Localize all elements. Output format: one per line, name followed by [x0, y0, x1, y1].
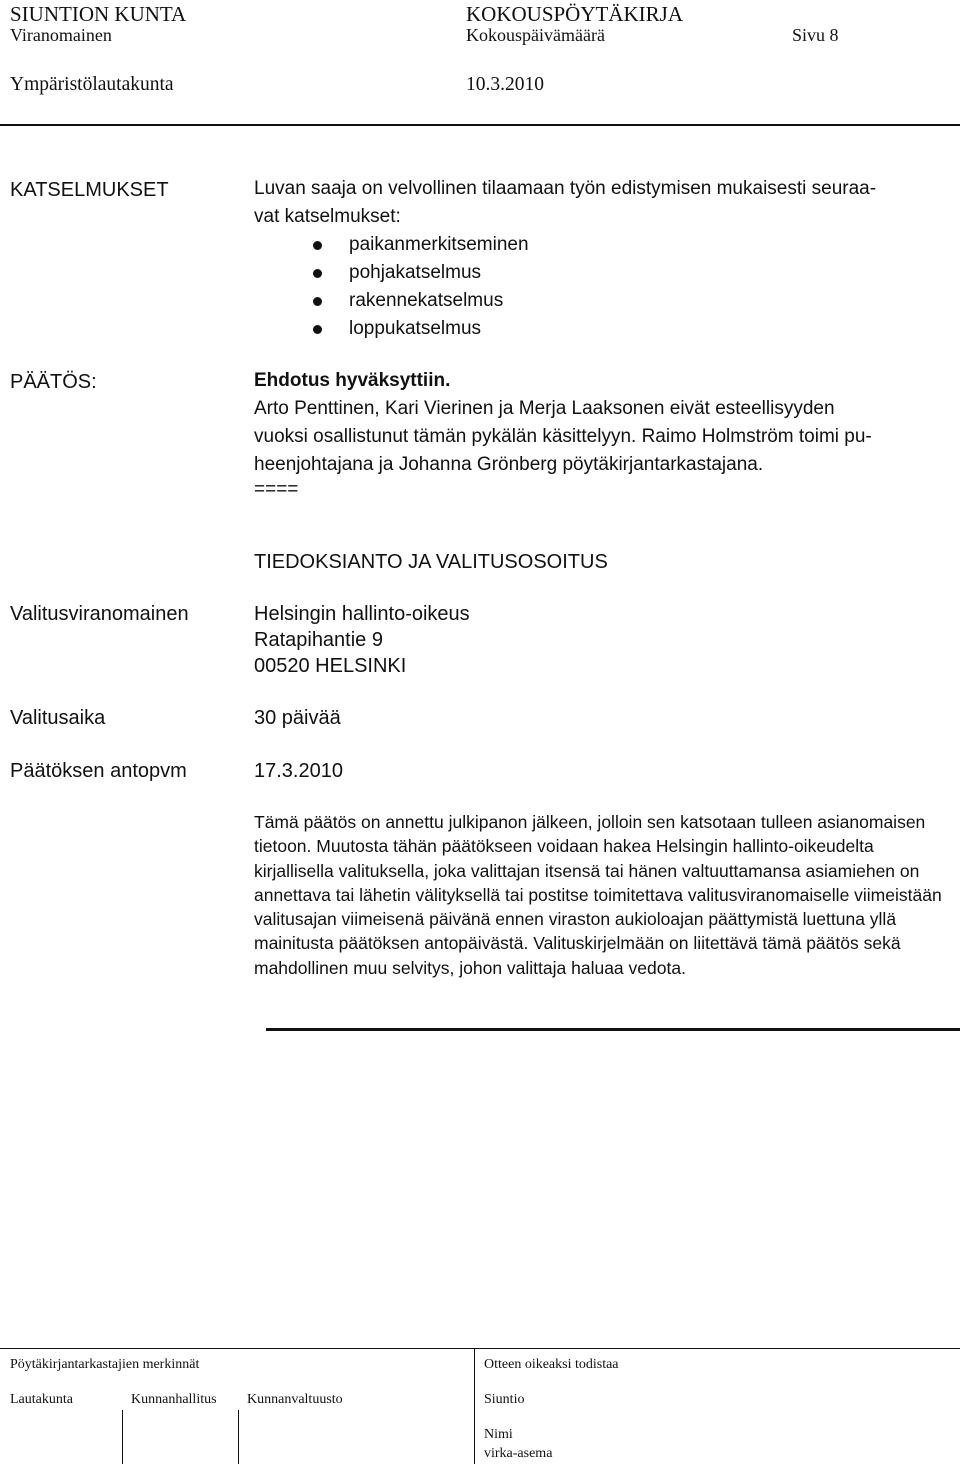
initials-label: Pöytäkirjantarkastajien merkinnät	[10, 1357, 200, 1372]
date-label: Kokouspäivämäärä	[466, 25, 605, 45]
meeting-date: 10.3.2010	[466, 74, 544, 95]
committee-name: Ympäristölautakunta	[10, 74, 174, 95]
authority-label: Viranomainen	[10, 25, 112, 45]
bullet-icon	[313, 297, 322, 306]
copy-certification-label: Otteen oikeaksi todistaa	[484, 1357, 619, 1372]
appeal-period-value: 30 päivää	[254, 707, 341, 729]
footer-col-divider-2	[238, 1410, 239, 1464]
decision-date-label: Päätöksen antopvm	[10, 760, 187, 782]
decision-date-value: 17.3.2010	[254, 760, 343, 782]
decision-line1: Arto Penttinen, Kari Vierinen ja Merja Laaksonen eivät esteellisyyden	[254, 398, 835, 419]
decision-line3: heenjohtajana ja Johanna Grönberg pöytäkirjantarkastajana.	[254, 454, 764, 475]
list-item: pohjakatselmus	[310, 259, 529, 287]
decision-line2: vuoksi osallistunut tämän pykälän käsittelyyn. Raimo Holmström toimi pu-	[254, 426, 872, 447]
appeal-authority-street: Ratapihantie 9	[254, 629, 383, 651]
appeal-instructions: Tämä päätös on annettu julkipanon jälkeen, jolloin sen katsotaan tulleen asianomaisen tietoon. Muutosta tähän päätökseen voidaan hakea Helsingin hallinto-oikeudelta kirjallisella valituksella, joka valittajan itsensä tai hänen valtuuttamansa asiamiehen on annettava tai lähetin välityksellä tai postitse toimitettava valitusviranomaiselle viimeistään valitusajan viimeisenä päivänä ennen viraston aukioloajan päättymistä luettuna yllä mainitusta päätöksen antopäivästä. Valituskirjelmään on liitettävä tämä päätös sekä mahdollinen muu selvitys, johon valittaja haluaa vedota.	[254, 812, 942, 978]
decision-label: PÄÄTÖS:	[10, 371, 97, 393]
katselmukset-intro-line2: vat katselmukset:	[254, 206, 401, 227]
footer-col-kunnanvaltuusto: Kunnanvaltuusto	[247, 1392, 343, 1407]
page-number: Sivu 8	[792, 25, 839, 45]
appeal-authority-label: Valitusviranomainen	[10, 603, 189, 625]
katselmukset-label: KATSELMUKSET	[10, 179, 169, 201]
content-end-rule	[266, 1028, 960, 1031]
bullet-icon	[313, 325, 322, 334]
footer-col-lautakunta: Lautakunta	[10, 1392, 73, 1407]
footer-divider	[474, 1348, 475, 1464]
footer-title-label: virka-asema	[484, 1446, 553, 1461]
footer-col-kunnanhallitus: Kunnanhallitus	[131, 1392, 217, 1407]
list-item: loppukatselmus	[310, 315, 529, 343]
list-item: paikanmerkitseminen	[310, 231, 529, 259]
footer-name-label: Nimi	[484, 1427, 513, 1442]
list-item: rakennekatselmus	[310, 287, 529, 315]
decision-accepted: Ehdotus hyväksyttiin.	[254, 370, 451, 391]
inspection-list	[310, 231, 529, 343]
notice-heading: TIEDOKSIANTO JA VALITUSOSOITUS	[254, 551, 608, 573]
bullet-icon	[313, 269, 322, 278]
katselmukset-intro-line1: Luvan saaja on velvollinen tilaamaan työn edistymisen mukaisesti seuraa-	[254, 178, 877, 199]
footer-col-divider-1	[122, 1410, 123, 1464]
bullet-icon	[313, 241, 322, 250]
municipality-name: SIUNTION KUNTA	[10, 2, 187, 26]
header-rule	[0, 124, 960, 126]
document-type: KOKOUSPÖYTÄKIRJA	[466, 2, 684, 26]
appeal-period-label: Valitusaika	[10, 707, 106, 729]
decision-separator: ====	[254, 479, 299, 500]
appeal-authority-city: 00520 HELSINKI	[254, 655, 407, 677]
appeal-authority-name: Helsingin hallinto-oikeus	[254, 603, 470, 625]
footer-rule-top	[0, 1348, 960, 1349]
footer-place: Siuntio	[484, 1392, 525, 1407]
